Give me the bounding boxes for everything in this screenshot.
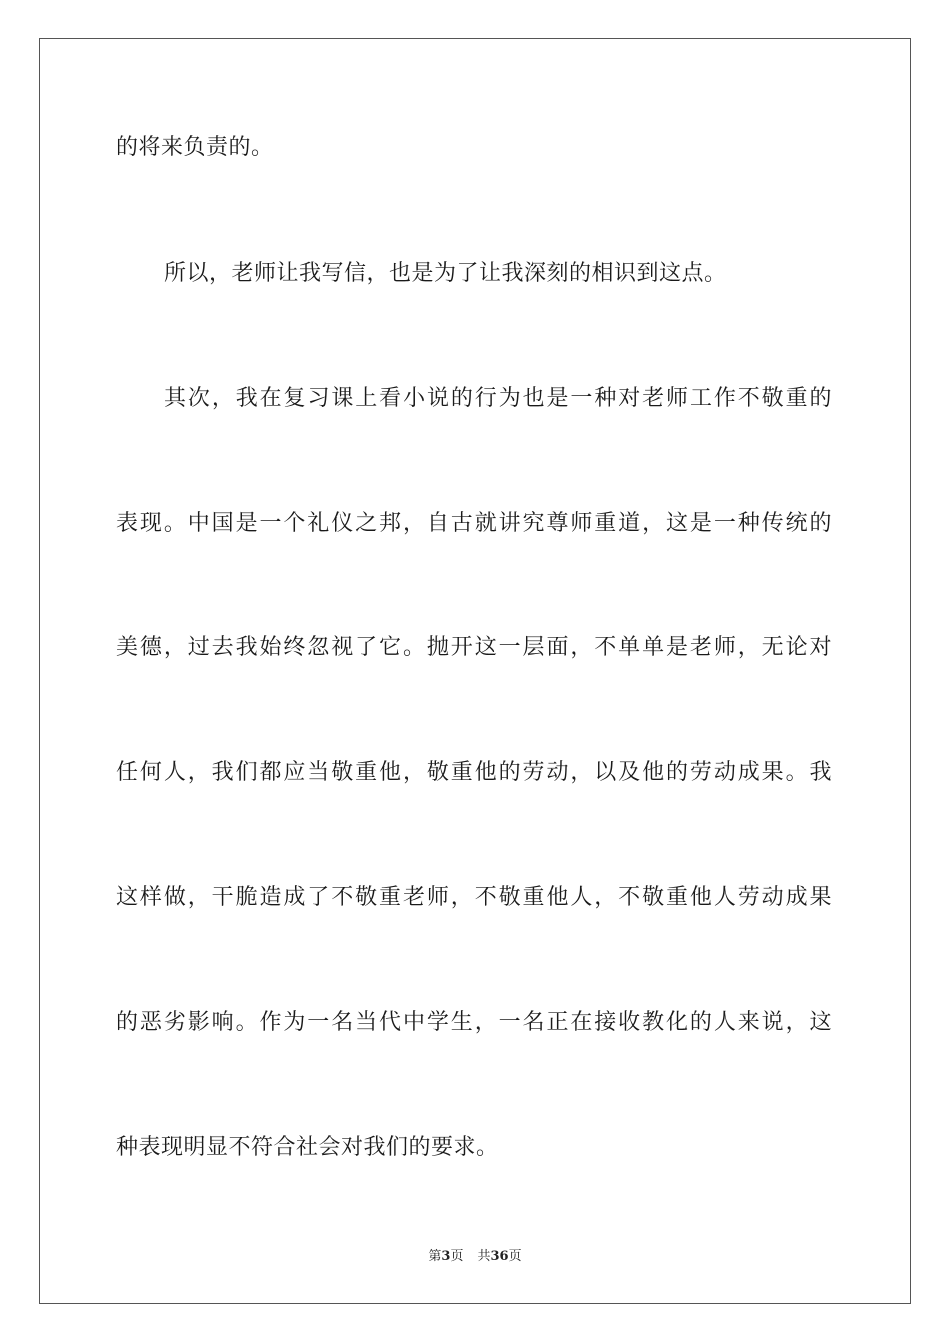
text-line-7: 这样做，干脆造成了不敬重老师，不敬重他人，不敬重他人劳动成果 [116, 885, 832, 910]
footer-page-suffix: 页 [450, 1249, 464, 1264]
text-line-2: 所以，老师让我写信，也是为了让我深刻的相识到这点。 [164, 261, 727, 286]
footer-page-current: 3 [441, 1249, 451, 1264]
footer-total-suffix: 页 [508, 1249, 522, 1264]
footer-page-prefix: 第 [428, 1249, 442, 1264]
text-line-3: 其次，我在复习课上看小说的行为也是一种对老师工作不敬重的 [164, 386, 832, 411]
footer-total-prefix: 共 [477, 1249, 491, 1264]
text-line-5: 美德，过去我始终忽视了它。抛开这一层面，不单单是老师，无论对 [116, 635, 832, 660]
text-line-4: 表现。中国是一个礼仪之邦，自古就讲究尊师重道，这是一种传统的 [116, 511, 832, 536]
page-border [39, 38, 911, 1304]
text-line-8: 的恶劣影响。作为一名当代中学生，一名正在接收教化的人来说，这 [116, 1010, 832, 1035]
text-line-9: 种表现明显不符合社会对我们的要求。 [116, 1135, 499, 1160]
text-line-6: 任何人，我们都应当敬重他，敬重他的劳动，以及他的劳动成果。我 [116, 760, 832, 785]
footer-page-total: 36 [490, 1249, 509, 1264]
text-line-1: 的将来负责的。 [116, 135, 274, 160]
page-footer [0, 1248, 950, 1266]
